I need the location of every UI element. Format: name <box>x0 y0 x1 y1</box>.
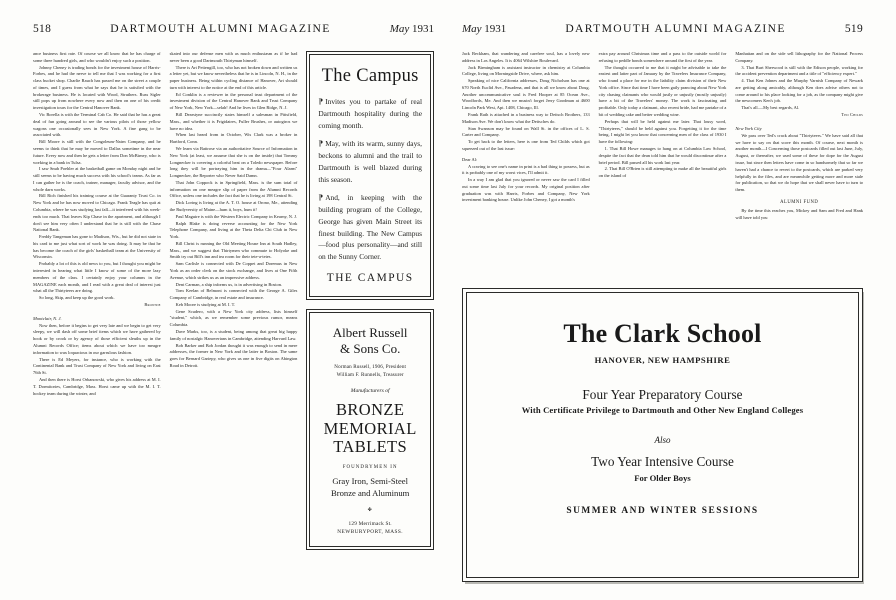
letter-salutation: Dear Al: <box>462 156 478 162</box>
ad-russell-title <box>316 325 424 357</box>
right-page-columns <box>462 51 863 222</box>
ad-russell-metals-line1: Gray Iron, Semi-Steel <box>332 476 408 487</box>
column-1 <box>462 51 590 222</box>
dateline-place: New York City <box>735 125 762 131</box>
paragraph: skated into our defense men with as much enthusiasm as if he had never been a good Dartmouth Thirtyman himself. <box>169 51 298 63</box>
paragraph: Bill Rich finished his training course at the Guaranty Trust Co. in New York and he has now moved to Chicago. Frank Teagle has quit at Columbia, where he was studying last fall—it interfered with his week-ends too much. That leaves Kip Chase in the apartment, and although I don't see him very often I understand that he is still with the Chase National Bank. <box>33 193 161 233</box>
paragraph: Ed Conklin is a reviewer in the personal trust department of the investment division of the Central Hanover Bank and Trust Company of New York, New York—selah! And he lives in Glen Ridge, N. J. <box>169 91 298 111</box>
ad-albert-russell[interactable] <box>306 309 434 550</box>
ad-russell-officer-president: Norman Russell, 1906, President <box>334 363 407 370</box>
ad-clark-title: The Clark School <box>563 319 762 348</box>
paragraph: That's all.—My best regards, Al. <box>741 105 800 111</box>
ad-clark-school[interactable] <box>462 288 863 582</box>
paragraph: Paul Maguire is with the Western Electric Company in Kearny, N. J. <box>175 213 297 219</box>
paragraph: extra pay around Christmas time and a pass to the outside world for refusing to peddle bonds somewhere around the first of the year. <box>598 51 727 63</box>
paragraph: Jack Birmingham is assistant instructor in chemistry at Columbia College, living on Morningside Drive, where, ask him. <box>462 64 590 77</box>
paragraph: We pass over Ted's crack about "Thirtyteers." We have said all that we have to say on that score this month. Of course, next month is another month—I Concerning those postcards filled out last June, July, August, or thereafter, we used some of these for dope for the August issue, but since then letters have come in so handsomely that so far we haven't had a chance to revert to the postcards, which are parked very helpfully in the files, and are meanwhile getting more and more stale for publication, so that we do hope that we shall never have to turn to them. <box>735 132 864 193</box>
ad-campus-text: May, with its warm, sunny days, beckons to alumni and the trail to Dartmouth is well blazed during this season. <box>318 139 423 184</box>
issue-date-left: May 1931 <box>389 23 434 35</box>
letter-signature: Brownie <box>144 301 161 307</box>
paragraph: 3. That Burt Sherwood is still with the Edison people, working for the accident prevention department and a title of "efficiency expert." <box>735 64 864 77</box>
issue-date-right: May 1931 <box>462 23 507 35</box>
paragraph: Keb Moore is studying at M. I. T. <box>175 301 236 307</box>
ad-russell-officer-treasurer: William F. Runnells, Treasurer <box>336 371 404 378</box>
ad-clark-course-1-subtitle: With Certificate Privilege to Dartmouth and Other New England Colleges <box>521 405 804 415</box>
ad-russell-product-line3: TABLETS <box>333 436 408 456</box>
paragraph: To get back to the letters, here is one from Ted Childs which got squeezed out of the last issue: <box>462 139 590 151</box>
ad-the-campus-inner <box>309 54 431 297</box>
paragraph: Sam Carlisle is connected with De Coppet and Doremus in New York as an order clerk on the stock exchange, and lives at One Fifth Avenue, which strikes us as an impressive address. <box>169 261 298 280</box>
paragraph: Bob Barker and Bob Jordan thought it was enough to send in mere addresses, the former in New York and the latter in Boston. The same goes for Bernard Gariepy, who gives us one in five digits on Abington Road in Detroit. <box>169 342 298 368</box>
magazine-title-right: DARTMOUTH ALUMNI MAGAZINE <box>565 22 786 35</box>
paragraph: Frank Rath is attached in a business way to Deitsch Brothers, 133 Madison Ave. We don't know what the Deitsches do. <box>462 112 590 124</box>
paragraph: There is Ed Meyers, for instance, who is working with the Continental Bank and Trust Company of New York and living on East 76th St. <box>33 356 161 376</box>
ad-campus-paragraph <box>318 192 422 262</box>
column-2 <box>599 51 727 222</box>
paragraph: That John Coppock is in Springfield, Mass. is the sum total of information on one meagre slip of paper from the Alumni Records Office, unless one includes the fact that he is living at 198 Central St. <box>169 179 298 199</box>
paragraph: Speaking of nice California addresses, Doug Nicholson has one at 670 North Euclid Ave., Pasadena, and that is all we know about Doug. Another uncommunicative soul is Fred Hooper at 85 Ocean Ave., Woodfords, Me. And then we mustn't forget Jerry Goodman at 4600 Lincoln Park West, Apt. 1408, Chicago, Ill. <box>462 78 590 111</box>
paragraph: 2. That Bill O'Brien is still attempting to make all the beautiful girls on the island of <box>598 166 727 179</box>
paragraph: Johnny Cheney is trading bonds for the investment house of Harris-Forbes, and he had the nerve to tell me that I was working for a first class bucket shop. Charlie Rauch has passed me on the street a couple of times, and I guess from what he says that he is satisfied with the brokerage business. He is located with Wood, Struthers. Russ Sigler still pops up from nowhere every now and then on one of his credit investigation tours for the Central Hanover Bank. <box>33 64 161 111</box>
running-head-left <box>33 22 434 42</box>
paragraph: A craving to see one's name in print is a bad thing to possess, but as it is probably one of my worst vices, I'll admit it. <box>462 163 590 176</box>
paragraph: Jack Beckham, that wandering and carefree soul, has a lovely new address in Los Angeles. It is 4064 Wilshire Boulevard. <box>462 51 590 63</box>
paragraph: Perhaps that will be held against me later. That lousy word, "Thirtyteers," should be held against you. Forgetting it for the time being, I might let you know that concerning men of the class of 1930 I have the following: <box>598 118 727 145</box>
ad-clark-course-2-subtitle: For Older Boys <box>634 473 691 483</box>
ad-russell-product-line1: BRONZE <box>335 400 405 420</box>
paragraph: So long, Skip, and keep up the good work. <box>39 295 115 301</box>
paragraph: The thought occurred to me that it might be advisable to take the easiest and latter part of January by the Travelers Insurance Company, who found a place for me in the liability claim division of their New York office. Since that time I have been gaily prancing about New York city chasing claimants who would justly or unjustly (mostly unjustly) have a bit of the Travelers' money. The work is fascinating and profitable. Only today a claimant, also recent bride, had me partake of a bit of wedding cake and better wedding wine. <box>598 64 727 118</box>
ad-campus-title: The Campus <box>321 66 419 86</box>
paragraph: Dave Marks, too, is a student, being among that great big happy family of nostalgic Hanoverians in Cambridge, attending Harvard Law. <box>169 329 298 341</box>
ad-clark-school-inner <box>466 292 859 578</box>
ad-campus-text: And, in keeping with the building program of the College, George has given Main Street its finest building. The New Campus—food plus personality—and still on the Sunny Corner. <box>318 193 423 262</box>
page-519 <box>448 0 896 600</box>
ad-russell-product <box>316 401 424 456</box>
paragraph: Ralph Blake is doing reverse accounting for the New York Telephone Company, and living at the Theta Delta Chi Club in New York. <box>169 220 298 240</box>
paragraph: ance business first rate. Of course we all know that he has charge of some three hundred girls, and who wouldn't enjoy such a position. <box>33 51 161 63</box>
ad-campus-paragraph <box>318 138 422 185</box>
ad-russell-product-line2: MEMORIAL <box>323 418 417 438</box>
dateline-place: Montclair, N. J. <box>33 315 62 321</box>
paragraph: By the time this reaches you, Mickey and Sam and Fred and Hank will have told you <box>735 208 864 220</box>
pilcrow-icon: ⁋ <box>318 139 324 149</box>
paragraph: Stan Swanson may be found on Wall St. in the offices of L. S. Carter and Company. <box>462 125 590 138</box>
paragraph: Bill Christ is running the Old Meeting House Inn at South Hadley, Mass., and we suggest that Thirtymen who commute to Holyoke and Smith try out Bill's inn and tea room for their tete-a-tetes. <box>169 240 298 260</box>
ad-albert-russell-inner <box>309 312 431 547</box>
ad-russell-city: NEWBURYPORT, MASS. <box>337 529 404 535</box>
column-3 <box>735 51 863 222</box>
letter-signature: Ted Childs <box>841 112 864 118</box>
left-page-columns <box>33 51 434 550</box>
page-number-left: 518 <box>33 23 52 35</box>
page-number-right: 519 <box>844 23 863 35</box>
ad-russell-manufacturers-label: Manufacturers of <box>350 388 390 395</box>
paragraph: 4. That Ken Johnes and the Murphy Varnish Company of Newark are getting along amicably, although Ken does advise others not to come around to his place looking for a job, as the company might give the newcomers Ken's job. <box>735 78 864 104</box>
magazine-title-left: DARTMOUTH ALUMNI MAGAZINE <box>110 22 331 35</box>
paragraph: Vic Borella is with the Terminal Cab Co. He said that he has a great deal of fun going around to see the various pilots of those yellow wagons one occasionally sees in New York. A fine gang to be associated with. <box>33 112 161 138</box>
ad-clark-location: HANOVER, NEW HAMPSHIRE <box>594 355 731 365</box>
paragraph: 1. That Bill Howe manages to hang on at Columbia Law School, despite the fact that the dean told him that he would discontinue after a brief period. Bill passed all his work last year. <box>598 145 727 165</box>
paragraph: Dent Carman, a ship informs us, is in advertising in Boston. <box>175 281 283 287</box>
ad-russell-officers <box>316 363 424 380</box>
paragraph: Gene Scudero, with a New York city address, lists himself "student," which, as we remember some previous rumor, means Columbia. <box>169 308 298 328</box>
paragraph: Dick Loring is living at the A. T. O. house at Orono, Me., attending the Rudyversity of Maine—hum it, boys, hum it! <box>169 200 298 212</box>
ad-russell-address <box>316 520 424 536</box>
paragraph: And then there is Horst Orbanowski, who gives his address at M. I. T. Dormitories, Cambridge, Mass. Horst came up with the M. I. T. hockey team during the winter, and <box>33 376 161 396</box>
ad-clark-sessions: SUMMER AND WINTER SESSIONS <box>566 506 759 516</box>
ad-russell-street: 129 Merrimack St. <box>348 520 392 527</box>
ad-russell-title-line2: & Sons Co. <box>340 340 401 356</box>
column-2 <box>170 51 298 550</box>
paragraph: Bill Dearstyne succinctly states himself a salesman in Pittsfield, Mass., and whether it is Frigidaires, Fuller Brushes, or autogiros we have no idea. <box>169 112 298 131</box>
ad-russell-title-line1: Albert Russell <box>332 324 408 340</box>
ad-campus-footer: THE CAMPUS <box>326 271 414 284</box>
paragraph: Probably a lot of this is old news to you, but I thought you might be interested in hearing what little I know of some of the more lazy members of the class. I certainly enjoy your columns in the MAGAZINE each month, and I read with a great deal of interest just what all the Thirtyteers are doing. <box>33 261 161 294</box>
ad-campus-text: Invites you to partake of real Dartmouth hospitality during the coming month. <box>318 97 423 130</box>
section-subhead-alumni-fund: ALUMNI FUND <box>780 199 819 205</box>
column-1 <box>33 51 161 550</box>
ad-clark-also-label: Also <box>654 435 671 445</box>
running-head-right <box>462 22 863 42</box>
ornament-icon: ✤ <box>367 507 373 513</box>
pilcrow-icon: ⁋ <box>318 97 324 106</box>
paragraph: Now then, before it begins to get very late and we begin to get very sleepy, we will dash off some brief items which we have gathered by hook or by crook or by agency of those efficient sleuths up in the Alumni Records Office; items about which we have too meagre information to wax loquacious in our garrulous fashion. <box>33 322 161 355</box>
paragraph: Bill Moore is still with the Congoleum-Nairn Company, and he seems to think that he may be moved to Dallas sometime in the near future. Every now and then he gets a letter from Don McBirney, who is working in a bank in Tulsa. <box>33 139 161 165</box>
paragraph: Tom Keelan of Belmont is connected with the George A. Giles Company of Cambridge, in real estate and insurance. <box>169 288 298 301</box>
advertisement-column <box>306 51 434 550</box>
ad-russell-metals-line2: Bronze and Aluminum <box>331 487 410 498</box>
pilcrow-icon: ⁋ <box>318 193 324 203</box>
paragraph: Freddy Tangeman has gone to Madison, Wis., but he did not state in his card to me just what sort of work he was doing. It may be that he has become the coach of the girls' basketball team at the University of Wisconsin. <box>33 234 161 260</box>
paragraph: There is Art Pettengill, too, who has not broken down and written us a letter yet, but we know nevertheless that he is in Lincoln, N. H., in the paper business. Being within cycling distance of Hanover, Art should turn with interest to the notice at the end of this article. <box>169 64 298 90</box>
paragraph: Manhattan and on the side sell lithography for the National Process Company. <box>735 51 864 63</box>
paragraph: I saw Snub Poehler at the basketball game on Monday night and he still seems to be having much success with his school's teams. As far as I can gather he is the coach, trainer, manager, faculty advisor, and the whole darn works. <box>33 166 161 192</box>
ad-the-campus[interactable] <box>306 51 434 300</box>
paragraph: We learn via Battrose via an authoritative Source of Information in New York (at least, we assume that she is on the inside) that Tommy Longnecker is covering a colorful beat on a Toledo newspaper. Before long they will be portraying him in the drama—"Four Alarm" Longnecker, the Reporter who Never Said Damn. <box>169 145 298 179</box>
ad-clark-course-2: Two Year Intensive Course <box>591 454 734 469</box>
ad-russell-foundrymen-label: FOUNDRYMEN IN <box>342 465 398 471</box>
ad-russell-metals <box>316 476 424 498</box>
ad-clark-course-1: Four Year Preparatory Course <box>582 387 743 402</box>
paragraph: In a way I am glad that you ignored or never saw the card I filled out some time last July for your records. My original position after graduation was with Harris, Forbes and Company, New York investment banking house. Unlike John Cheney, I got a month's <box>462 177 590 203</box>
paragraph: When last heard from in October, Wis Clark was a broker in Hartford, Conn. <box>169 132 298 145</box>
ad-clark-school-wrapper <box>462 288 863 582</box>
ad-campus-paragraph <box>318 96 422 131</box>
